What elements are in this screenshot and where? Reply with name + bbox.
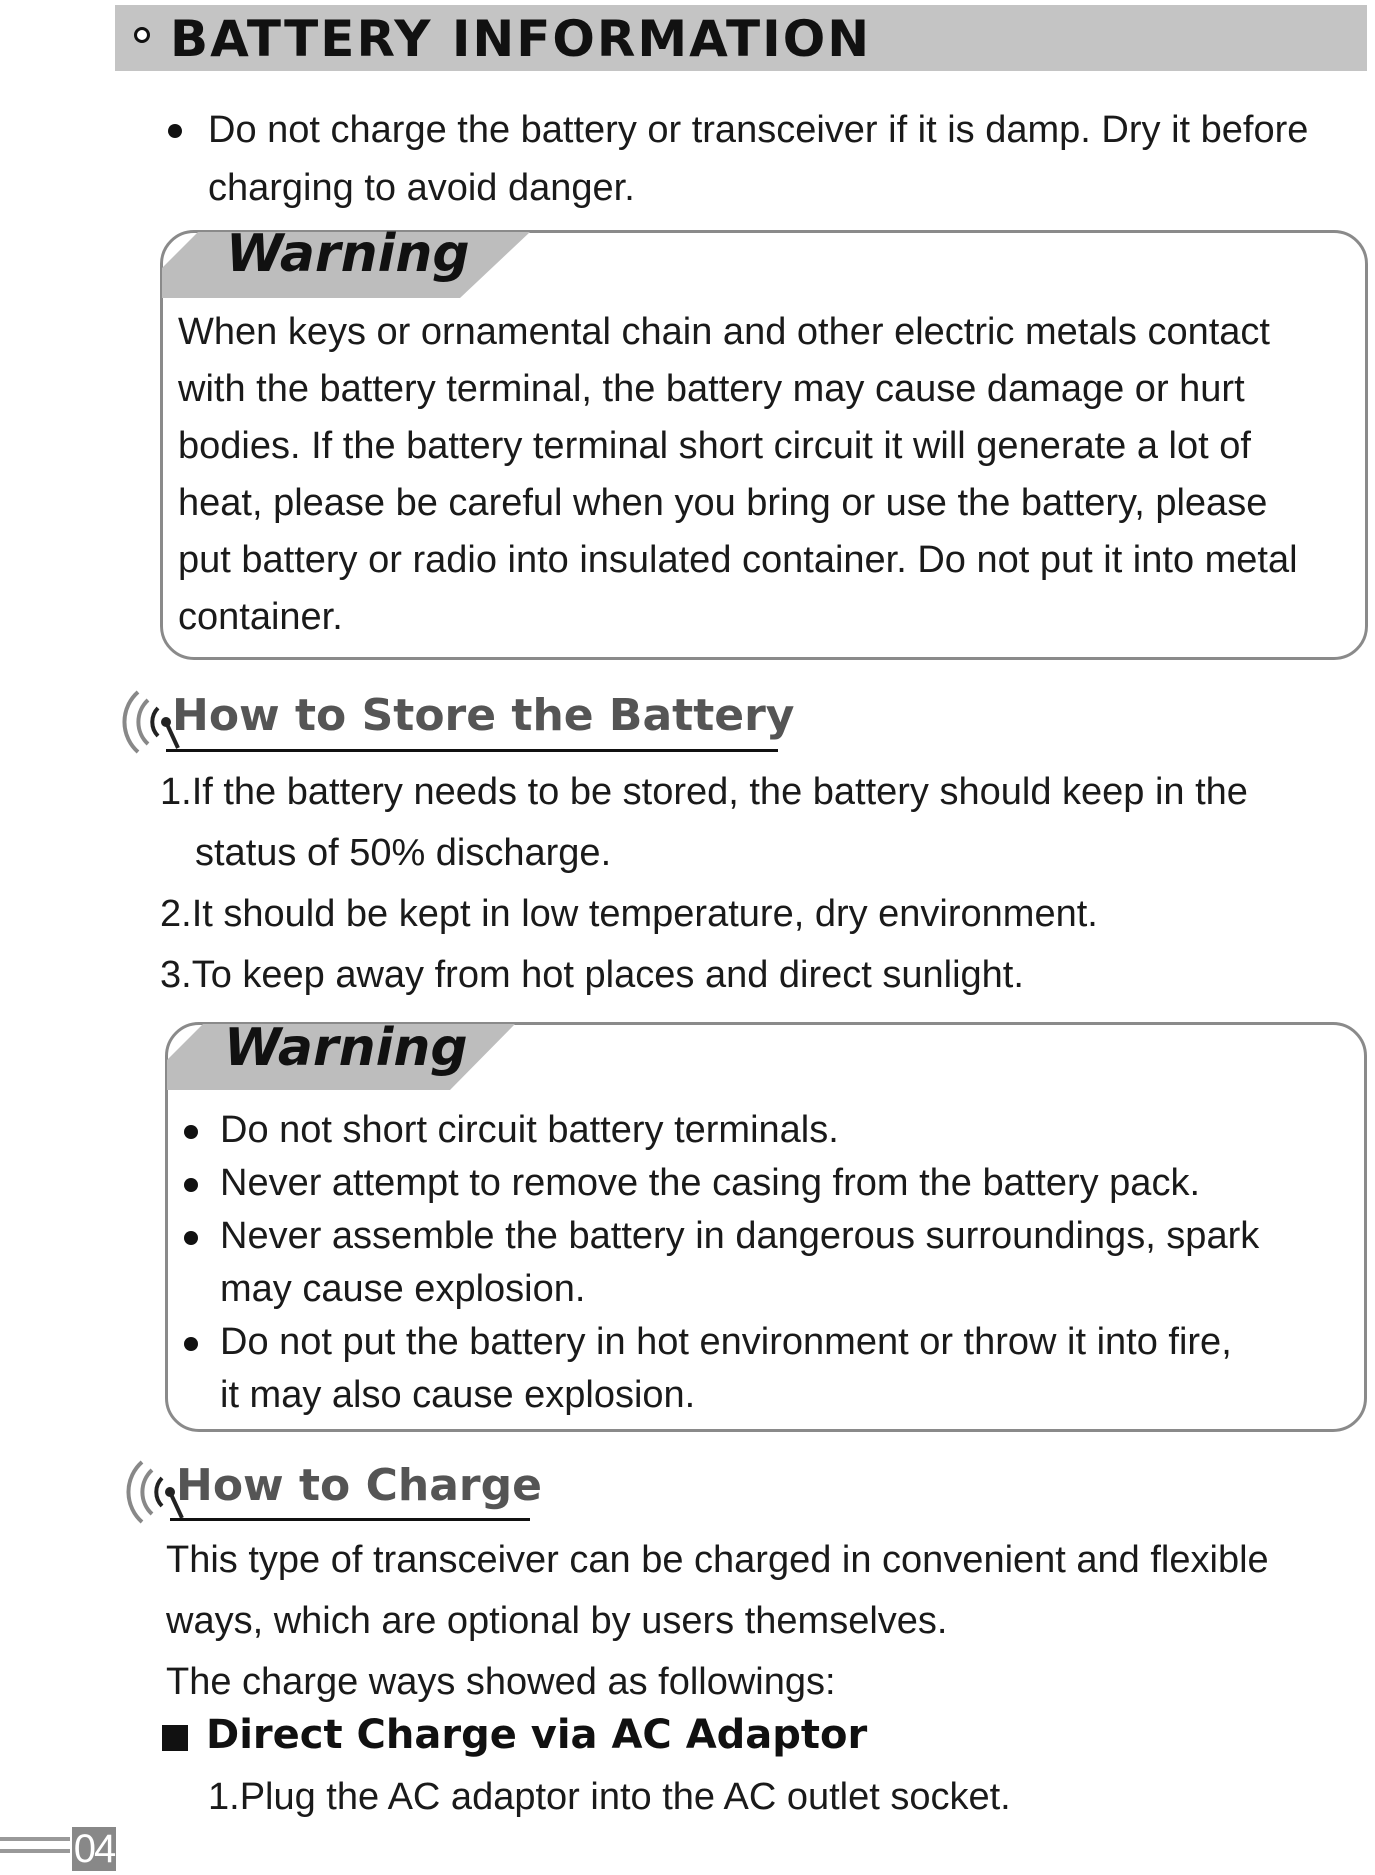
- warning-bullet: Do not put the battery in hot environment or throw it into fire,: [220, 1321, 1232, 1363]
- signal-waves-icon: [110, 686, 180, 756]
- store-item: 3.To keep away from hot places and direct sunlight.: [160, 954, 1024, 996]
- warning-bullet: Do not short circuit battery terminals.: [220, 1109, 839, 1151]
- charge-paragraph-line: The charge ways showed as followings:: [166, 1661, 836, 1703]
- page-title: BATTERY INFORMATION: [170, 10, 872, 68]
- store-item: 2.It should be kept in low temperature, dry environment.: [160, 893, 1098, 935]
- bullet-dot-icon: [184, 1178, 198, 1192]
- bullet-dot-icon: [184, 1337, 198, 1351]
- section-heading-store: How to Store the Battery: [172, 690, 795, 741]
- warning-text-line: When keys or ornamental chain and other electric metals contact: [178, 311, 1270, 353]
- footer-line: [0, 1849, 70, 1853]
- page-number: 04: [73, 1827, 115, 1871]
- heading-underline: [166, 749, 778, 752]
- footer-line: [0, 1837, 70, 1841]
- charge-method-heading: Direct Charge via AC Adaptor: [206, 1712, 868, 1758]
- charge-paragraph-line: This type of transceiver can be charged in convenient and flexible: [166, 1539, 1269, 1581]
- intro-bullet-line: charging to avoid danger.: [208, 167, 635, 209]
- charge-step: 1.Plug the AC adaptor into the AC outlet socket.: [208, 1776, 1011, 1818]
- store-item: status of 50% discharge.: [195, 832, 612, 874]
- warning-bullet: it may also cause explosion.: [220, 1374, 696, 1416]
- warning-text-line: with the battery terminal, the battery may cause damage or hurt: [178, 368, 1245, 410]
- warning-text-line: heat, please be careful when you bring or use the battery, please: [178, 482, 1268, 524]
- store-item: 1.If the battery needs to be stored, the battery should keep in the: [160, 771, 1248, 813]
- warning-bullet: Never assemble the battery in dangerous surroundings, spark: [220, 1215, 1260, 1257]
- warning-bullet: may cause explosion.: [220, 1268, 586, 1310]
- warning-text-line: bodies. If the battery terminal short circuit it will generate a lot of: [178, 425, 1251, 467]
- signal-waves-icon: [114, 1456, 184, 1526]
- bullet-dot-icon: [184, 1231, 198, 1245]
- warning-text-line: put battery or radio into insulated container. Do not put it into metal: [178, 539, 1298, 581]
- intro-bullet-line: Do not charge the battery or transceiver if it is damp. Dry it before: [208, 109, 1309, 151]
- bullet-dot-icon: [184, 1125, 198, 1139]
- heading-underline: [170, 1518, 530, 1521]
- charge-paragraph-line: ways, which are optional by users themselves.: [166, 1600, 948, 1642]
- square-bullet-icon: [162, 1725, 188, 1751]
- warning-label: Warning: [226, 224, 470, 284]
- warning-text-line: container.: [178, 596, 343, 638]
- warning-bullet: Never attempt to remove the casing from the battery pack.: [220, 1162, 1201, 1204]
- warning-text: [178, 304, 1358, 646]
- header-circle-icon: [134, 27, 150, 43]
- warning-label: Warning: [224, 1018, 468, 1078]
- bullet-dot-icon: [168, 124, 182, 138]
- section-heading-charge: How to Charge: [176, 1460, 542, 1511]
